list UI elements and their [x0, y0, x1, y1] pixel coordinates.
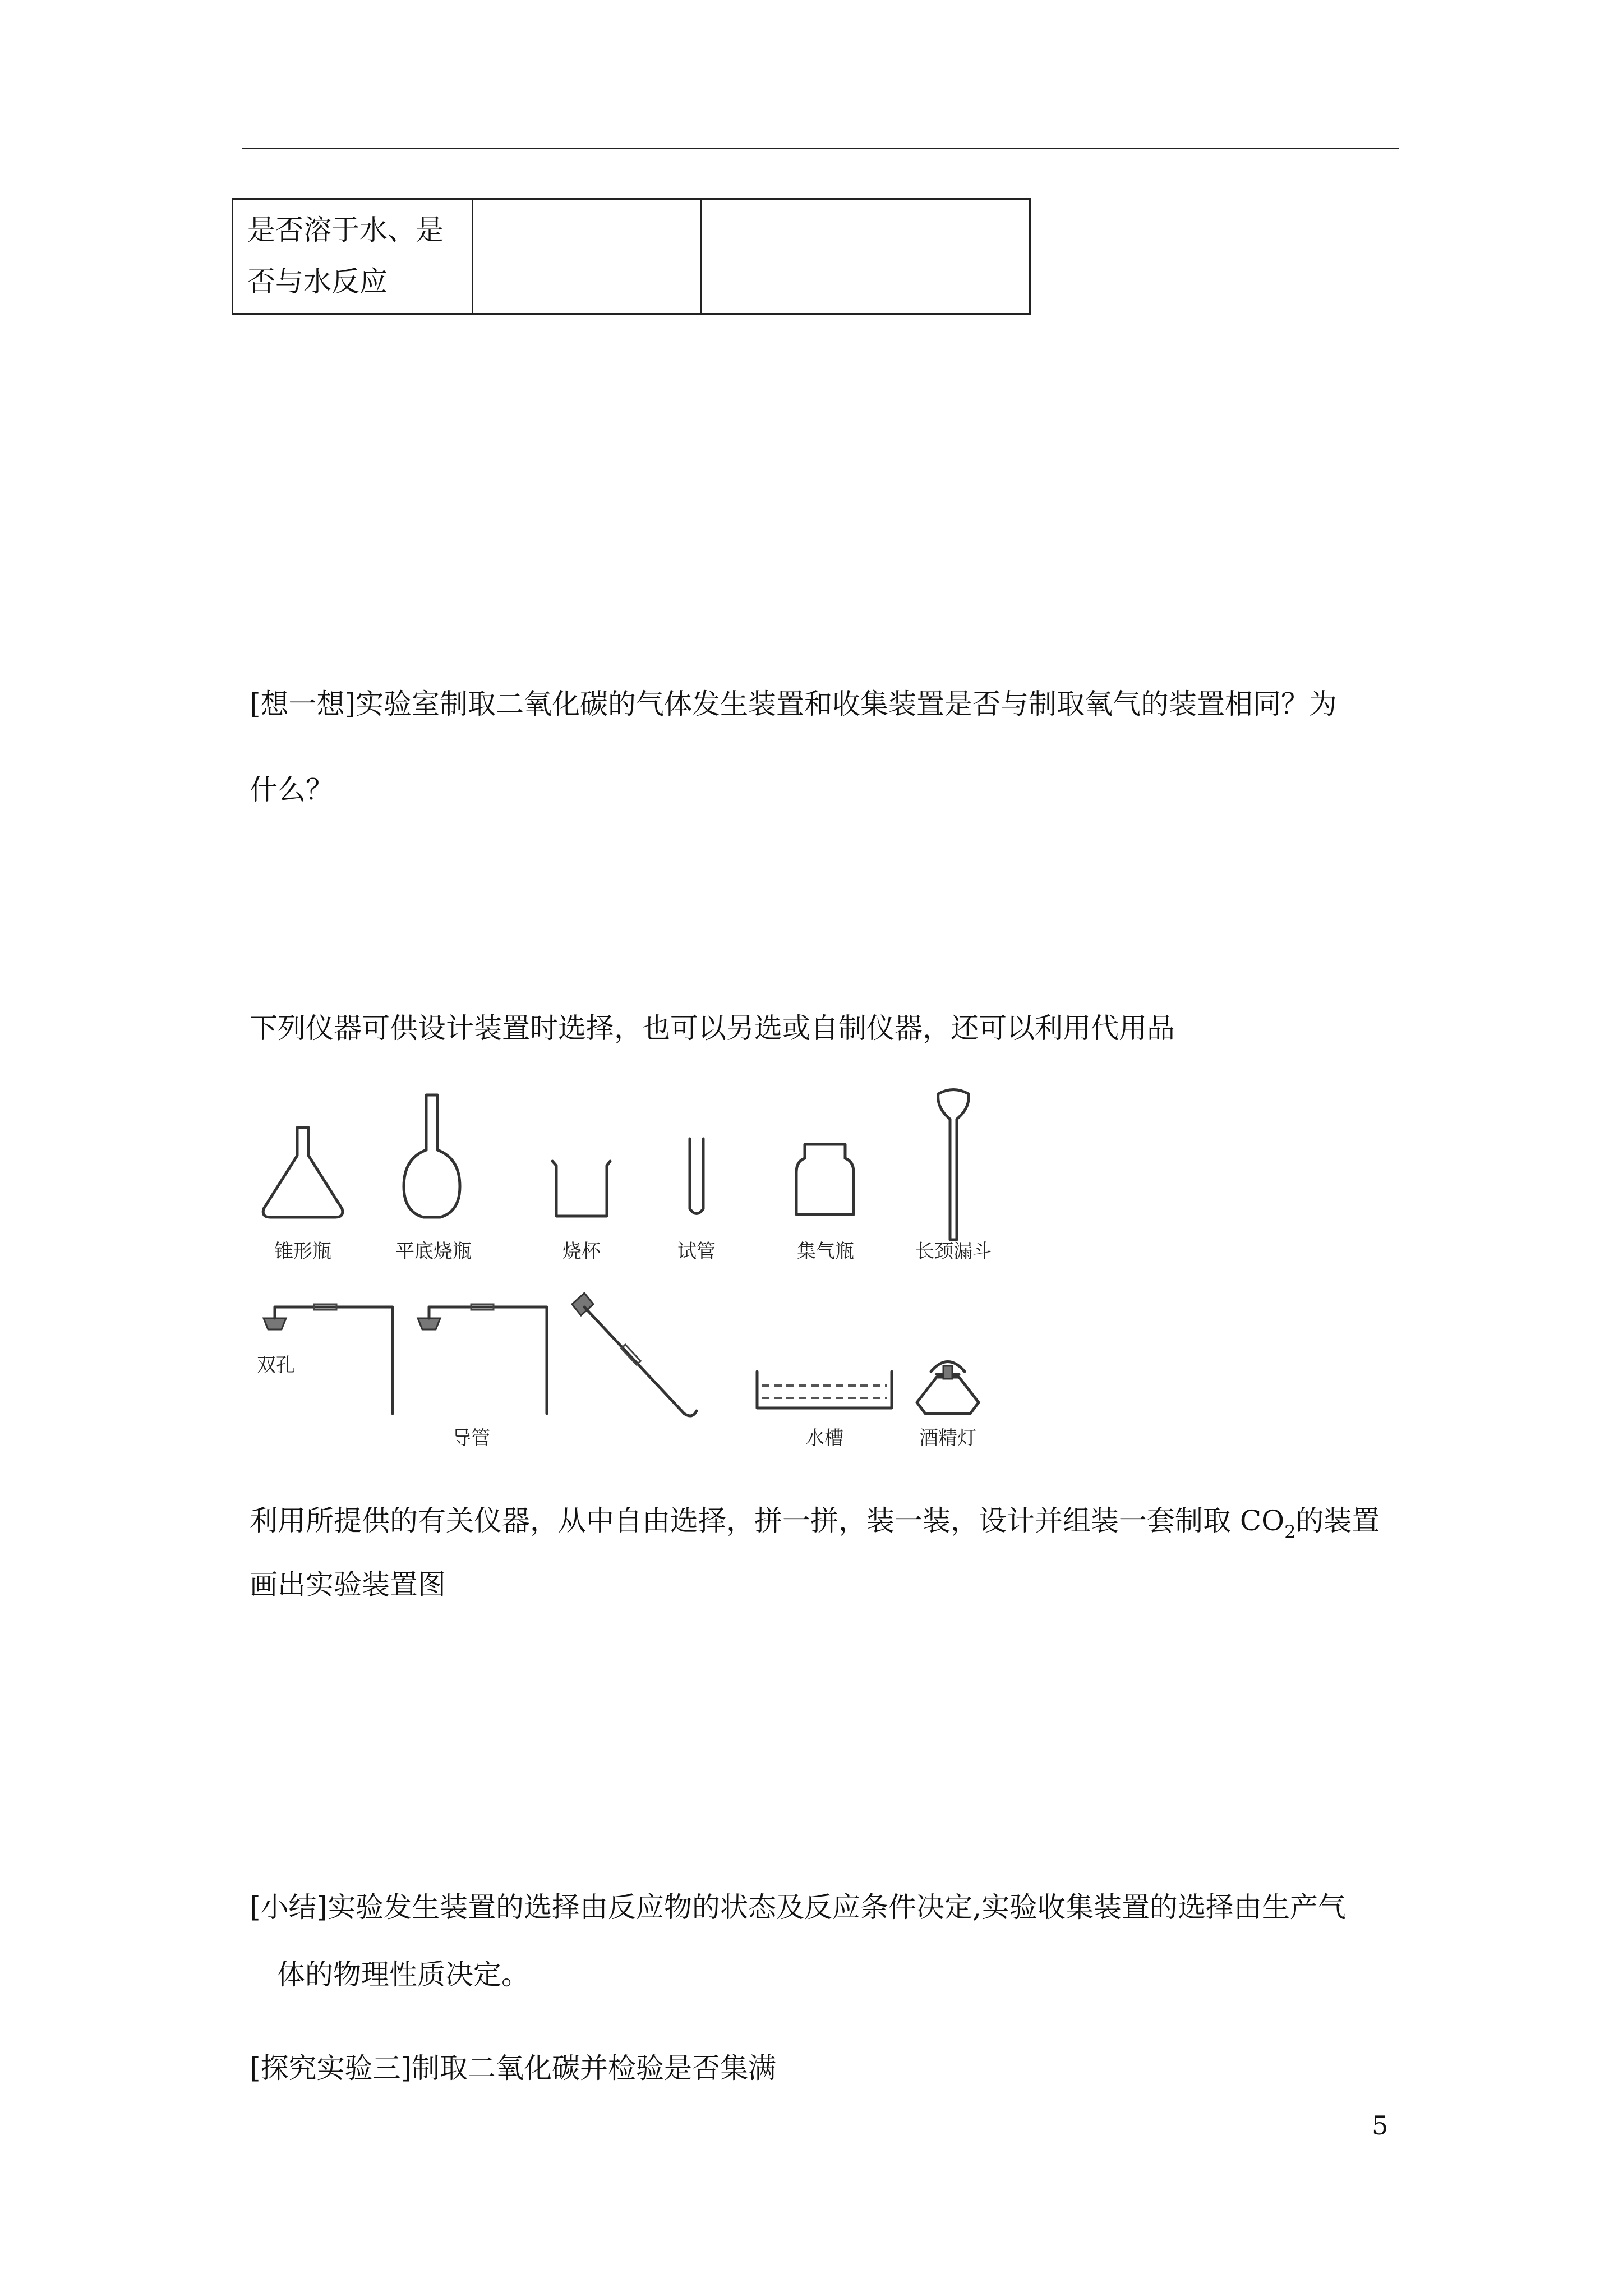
flat-flask-icon [404, 1095, 460, 1217]
label-double-hole: 双孔 [257, 1354, 295, 1377]
think-line-2: 什么？ [250, 774, 334, 806]
long-funnel-icon [938, 1090, 969, 1240]
label-long-funnel: 长颈漏斗 [915, 1240, 992, 1263]
label-flat-flask: 平底烧瓶 [395, 1240, 472, 1263]
apparatus-figure [241, 1083, 1038, 1464]
page-number: 5 [1372, 2110, 1389, 2141]
gas-jar-icon [796, 1144, 854, 1214]
property-table [232, 198, 1031, 315]
alcohol-lamp-icon [917, 1362, 979, 1414]
co2-subscript: 2 [1284, 1521, 1296, 1543]
think-line-1: [想一想]实验室制取二氧化碳的气体发生装置和收集装置是否与制取氧气的装置相同？为 [250, 688, 1338, 720]
label-water-trough: 水槽 [805, 1427, 843, 1450]
summary-line-1: [小结]实验发生装置的选择由反应物的状态及反应条件决定,实验收集装置的选择由生产气 [250, 1891, 1346, 1924]
conical-flask-icon [263, 1128, 343, 1217]
test-tube-icon [690, 1139, 703, 1214]
label-test-tube: 试管 [677, 1240, 716, 1263]
table-row [233, 199, 1030, 314]
table-cell-blank-1 [473, 199, 702, 314]
explore-heading: [探究实验三]制取二氧化碳并检验是否集满 [250, 2052, 777, 2085]
label-beaker: 烧杯 [562, 1240, 601, 1263]
design-line-1-post: 的装置 [1295, 1504, 1380, 1537]
design-line-1-pre: 利用所提供的有关仪器，从中自由选择，拼一拼，装一装，设计并组装一套制取 CO [250, 1504, 1285, 1537]
design-line-1 [250, 1504, 1380, 1543]
bent-tube-icon [572, 1293, 697, 1416]
label-conical-flask: 锥形瓶 [274, 1240, 331, 1263]
water-trough-icon [757, 1372, 892, 1408]
design-line-2: 画出实验装置图 [250, 1568, 446, 1601]
instruments-intro: 下列仪器可供设计装置时选择，也可以另选或自制仪器，还可以利用代用品 [250, 1012, 1175, 1045]
label-alcohol-lamp: 酒精灯 [919, 1427, 976, 1450]
table-row-label [233, 199, 473, 314]
row-label-line2: 否与水反应 [247, 265, 388, 298]
summary-line-2: 体的物理性质决定。 [277, 1958, 529, 1991]
table-cell-blank-2 [702, 199, 1030, 314]
label-delivery-tube: 导管 [452, 1427, 490, 1450]
delivery-tube-2-icon [418, 1304, 547, 1414]
label-gas-jar: 集气瓶 [797, 1240, 854, 1263]
header-rule [242, 148, 1399, 149]
beaker-icon [552, 1161, 610, 1216]
row-label-line1: 是否溶于水、是 [247, 214, 444, 246]
